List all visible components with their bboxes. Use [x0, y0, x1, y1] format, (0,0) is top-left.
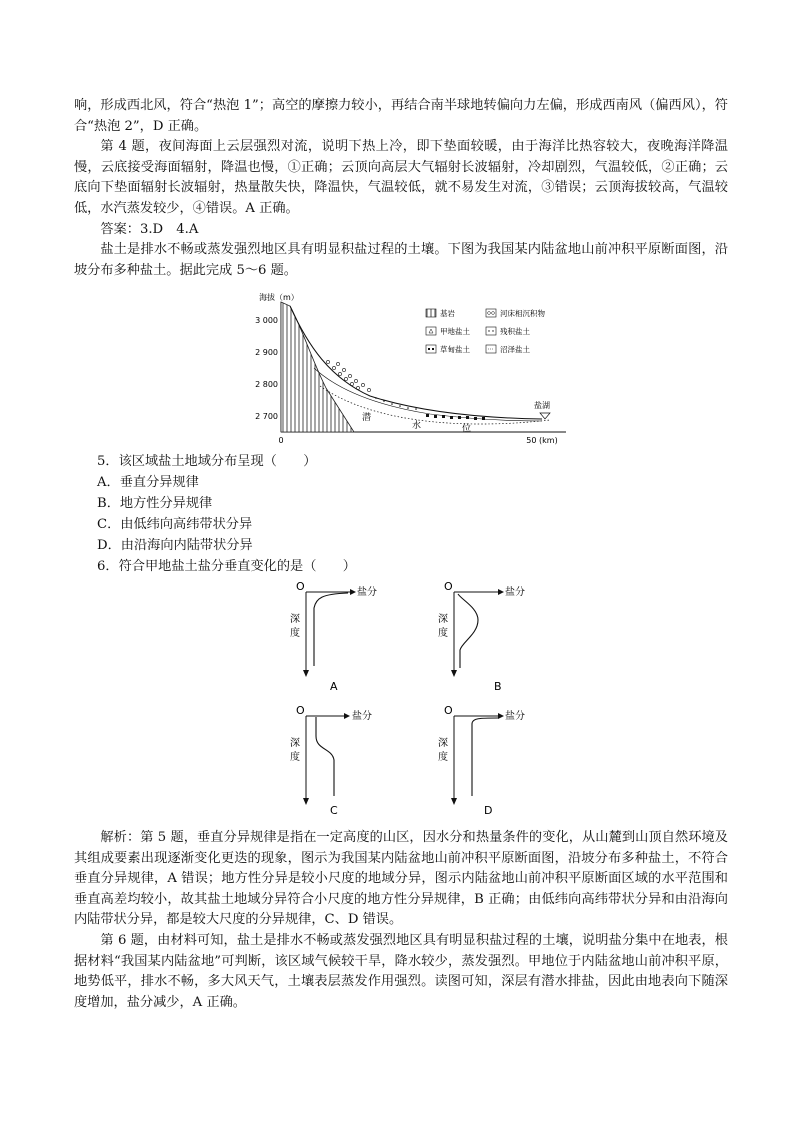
salinity-graph-a [282, 578, 382, 698]
water-table-label: 位 [462, 424, 472, 434]
graph-curve [472, 718, 498, 796]
paragraph-q4-analysis: 第 4 题，夜间海面上云层强烈对流，说明下热上冷，即下垫面较暖，由于海洋比热容较大，夜晚海洋降温慢，云底接受海面辐射，降温也慢，①正确；云顶向高层大气辐射长波辐射，冷却剧烈，气温较低，②正确；云底向下垫面辐射长波辐射，热量散失快，降温快，气温较低，就不易发生对流，③错误；云顶海拔较高，气温较低，水汽蒸发较少，④错误。A 正确。 [74, 139, 728, 216]
question-5-option-b: B．地方性分异规律 [97, 496, 213, 511]
graph-curve [458, 594, 478, 668]
legend-bedrock-icon [426, 309, 436, 317]
arrow-down-icon [303, 670, 309, 677]
arrow-down-icon [451, 670, 457, 677]
graph-x-label: 盐分 [505, 587, 525, 598]
graph-x-label: 盐分 [357, 587, 377, 598]
question-5-option-c: C．由低纬向高纬带状分异 [97, 517, 253, 532]
cross-section-figure [250, 288, 580, 448]
legend-label: 基岩 [440, 309, 455, 318]
legend-meadow-soil-icon [426, 345, 436, 353]
riverbed-deposit-symbols [326, 360, 370, 391]
explanation-q5: 解析：第 5 题，垂直分异规律是指在一定高度的山区，因水分和热量条件的变化，从山麓到山顶自然环境及其组成要素出现逐渐变化更迭的现象，图示为我国某内陆盆地山前冲积平原断面图，沿坡分布多种盐土，不符合垂直分异规律，A 错误；地方性分异是较小尺度的地域分异，图示内陆盆地山前冲积平原断面区域的水平范围和垂直高差均较小，故其盐土地域分异符合小尺度的地方性分异规律，B 正确；由低纬向高纬带状分异和由沿海向内陆带状分异，都是较大尺度的分异规律，C、D 错误。 [74, 830, 728, 928]
graph-panel-label: A [330, 680, 338, 693]
legend-jiadi-soil-icon [426, 327, 436, 335]
bedrock-area [281, 302, 354, 432]
material-intro: 盐土是排水不畅或蒸发强烈地区具有明显积盐过程的土壤。下图为我国某内陆盆地山前冲积平原断面图，沿坡分布多种盐土。据此完成 5～6 题。 [74, 242, 728, 278]
y-tick-label: 2 800 [255, 380, 278, 389]
answer-line: 答案：3.D 4.A [100, 221, 199, 237]
graph-y-label: 度 [290, 752, 300, 763]
y-tick-label: 3 000 [255, 316, 278, 325]
salinity-graph-d [432, 702, 532, 822]
question-5-option-a: A．垂直分异规律 [97, 475, 199, 490]
legend-label: 河床相沉积物 [500, 309, 545, 318]
graph-y-label: 深 [438, 614, 448, 625]
paragraph-q3-end: 响，形成西北风，符合“热泡 1”；高空的摩擦力较小，再结合南半球地转偏向力左偏，形成西南风（偏西风），符合“热泡 2”，D 正确。 [74, 98, 728, 134]
question-6-stem: 6．符合甲地盐土盐分垂直变化的是（ ） [97, 559, 356, 574]
graph-curve [316, 717, 334, 796]
graph-origin-label: O [444, 704, 453, 717]
question-5-option-d: D．由沿海向内陆带状分异 [97, 538, 253, 553]
graph-x-label: 盐分 [352, 711, 372, 722]
arrow-down-icon [303, 798, 309, 805]
arrow-right-icon [350, 589, 356, 595]
water-table-label: 水 [412, 421, 422, 431]
water-table-label: 潜 [362, 413, 372, 423]
graph-panel-label: B [494, 680, 502, 693]
explanation-block [74, 828, 728, 1013]
graph-y-label: 深 [290, 738, 300, 749]
salinity-graph-c [282, 702, 382, 822]
graph-panel-label: C [330, 804, 338, 817]
arrow-right-icon [344, 713, 350, 719]
x-tick-label: 0 [278, 436, 284, 445]
legend-residual-soil-icon [486, 327, 496, 335]
graph-y-label: 度 [438, 752, 448, 763]
legend-label: 残积盐土 [500, 327, 530, 336]
graph-y-label: 深 [290, 614, 300, 625]
question-5-stem: 5．该区域盐土地域分布呈现（ ） [97, 454, 317, 469]
graph-y-label: 度 [438, 628, 448, 639]
y-tick-label: 2 700 [255, 412, 278, 421]
x-tick-label: 50 (km) [526, 436, 558, 445]
arrow-down-icon [451, 798, 457, 805]
graph-curve [314, 593, 348, 666]
arrow-right-icon [498, 713, 504, 719]
explanation-q6: 第 6 题，由材料可知，盐土是排水不畅或蒸发强烈地区具有明显积盐过程的土壤，说明盐分集中在地表，根据材料“我国某内陆盆地”可判断，该区域气候较干旱，降水较少，蒸发强烈。甲地位于内陆盆地山前冲积平原，地势低平，排水不畅，多大风天气，土壤表层蒸发作用强烈。读图可知，深层有潜水排盐，因此由地表向下随深度增加，盐分减少，A 正确。 [74, 932, 728, 1010]
figure-legend [426, 308, 545, 354]
graph-y-label: 深 [438, 738, 448, 749]
graph-panel-label: D [484, 804, 493, 817]
graph-origin-label: O [296, 704, 305, 717]
salt-lake-marker-icon [540, 413, 550, 419]
y-tick-label: 2 900 [255, 348, 278, 357]
salt-lake-label: 盐湖 [534, 401, 550, 410]
graph-y-label: 度 [290, 628, 300, 639]
graph-origin-label: O [444, 580, 453, 593]
y-axis-title: 海拔（m） [259, 293, 299, 302]
legend-label: 沼泽盐土 [500, 345, 530, 354]
legend-label: 草甸盐土 [440, 345, 470, 354]
salinity-graph-b [432, 578, 532, 698]
graph-origin-label: O [296, 580, 305, 593]
graph-x-label: 盐分 [505, 711, 525, 722]
arrow-right-icon [498, 589, 504, 595]
top-text-block [74, 96, 728, 281]
legend-label: 甲地盐土 [440, 327, 470, 336]
